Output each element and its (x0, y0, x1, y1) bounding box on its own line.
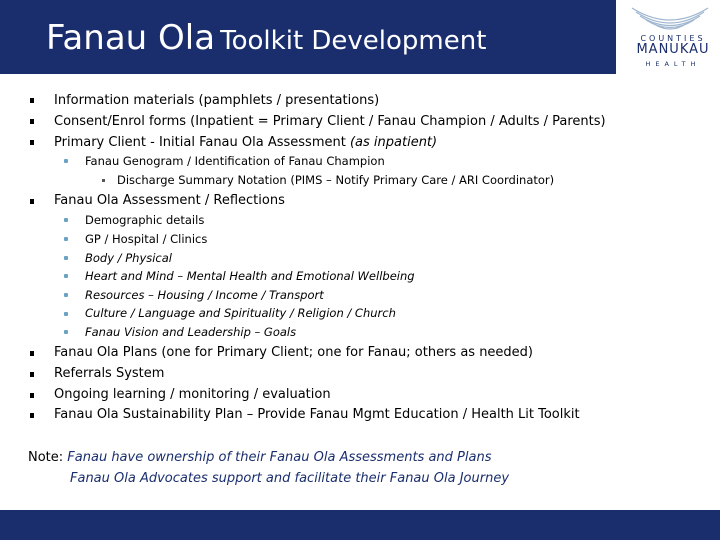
bullet-text-3-main: Primary Client - Initial Fanau Ola Assessment (54, 135, 346, 150)
bullet-text-4: Fanau Ola Assessment / Reflections (54, 193, 285, 208)
bullet-icon (30, 98, 34, 103)
sub-bullet-text: Fanau Vision and Leadership – Goals (85, 325, 297, 339)
logo-text-health: HEALTH (645, 60, 701, 68)
note-label: Note: (28, 450, 64, 465)
logo-text-counties: COUNTIES (640, 34, 706, 43)
sub-bullet-text: Culture / Language and Spirituality / Religion / Church (85, 306, 396, 320)
bullet-icon (30, 140, 34, 145)
sub-bullet-text-genogram: Fanau Genogram / Identification of Fanau Champion (85, 154, 385, 168)
bullet-text-3 (54, 135, 437, 150)
sub-bullet-text: Heart and Mind – Mental Health and Emotional Wellbeing (85, 269, 415, 283)
sub-bullet-text: Demographic details (85, 213, 205, 227)
bullet-icon (30, 372, 34, 377)
note-line-1 (28, 450, 491, 465)
sub-bullet-icon (64, 237, 68, 241)
sub-bullet-icon (64, 274, 68, 278)
bullet-text-2: Consent/Enrol forms (Inpatient = Primary Client / Fanau Champion / Adults / Parents) (54, 114, 606, 129)
title-rest: Toolkit Development (220, 26, 487, 56)
note-text-1: Fanau have ownership of their Fanau Ola Assessments and Plans (67, 450, 492, 465)
sub-sub-bullet-text-discharge: Discharge Summary Notation (PIMS – Notify Primary Care / ARI Coordinator) (117, 173, 555, 187)
logo-text-manukau: MANUKAU (636, 42, 710, 57)
sub-bullet-text: Resources – Housing / Income / Transport (85, 288, 324, 302)
bullet-icon (30, 199, 34, 204)
bullet-text-1: Information materials (pamphlets / presentations) (54, 93, 380, 108)
note-line-2: Fanau Ola Advocates support and facilitate their Fanau Ola Journey (70, 471, 510, 486)
bullet-text-3-italic: (as inpatient) (349, 135, 438, 150)
sub-bullet-icon (64, 293, 68, 297)
sub-sub-bullet-icon (102, 179, 105, 182)
bullet-icon (30, 393, 34, 398)
bullet-text-6: Referrals System (54, 366, 165, 381)
sub-bullet-icon (64, 330, 68, 334)
bullet-icon (30, 119, 34, 124)
bullet-icon (30, 413, 34, 418)
slide-title (46, 18, 486, 58)
title-main: Fanau Ola (46, 18, 216, 58)
bullet-text-8: Fanau Ola Sustainability Plan – Provide Fanau Mgmt Education / Health Lit Toolkit (54, 407, 580, 422)
bullet-text-7: Ongoing learning / monitoring / evaluation (54, 387, 331, 402)
sub-bullet-icon (64, 256, 68, 260)
sub-bullet-icon (64, 218, 68, 222)
bullet-icon (30, 351, 34, 356)
sub-bullet-text: GP / Hospital / Clinics (85, 232, 208, 246)
footer-band (0, 510, 720, 540)
sub-bullet-icon (64, 312, 68, 316)
sub-bullet-icon (64, 159, 68, 163)
bullet-text-5: Fanau Ola Plans (one for Primary Client; one for Fanau; others as needed) (54, 345, 534, 360)
sub-bullet-text: Body / Physical (85, 251, 172, 265)
